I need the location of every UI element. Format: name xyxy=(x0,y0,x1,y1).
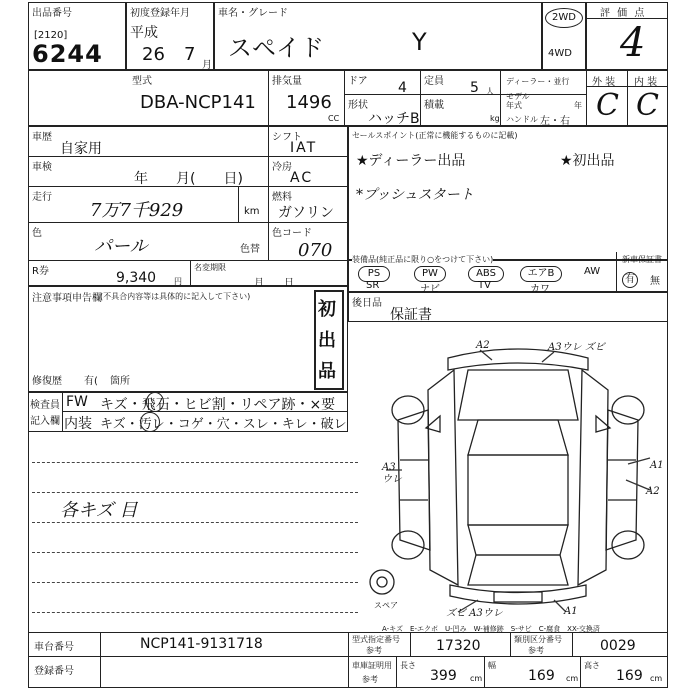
recycle-unit: 円 xyxy=(174,277,182,286)
equipment-label: 装備品(純正品に限り○をつけて下さい) xyxy=(352,255,494,264)
width: 169 xyxy=(528,668,555,684)
repair-unit: 箇所 xyxy=(110,376,130,387)
door-label: ドア xyxy=(348,76,368,87)
in-items: キズ・汚レ・コゲ・穴・スレ・キレ・破レ xyxy=(100,417,347,432)
load-unit: kg xyxy=(490,114,500,123)
equip-aw: AW xyxy=(584,266,601,277)
selling-point-3: *プッシュスタート xyxy=(356,187,474,203)
model-year-label: モデル年式 xyxy=(506,92,530,110)
inspector-label-2: 記入欄 xyxy=(30,416,60,427)
in-label: 内装 xyxy=(64,416,92,432)
length-unit: cm xyxy=(470,674,483,683)
reg-label: 登録番号 xyxy=(34,666,74,677)
equip-sr: SR xyxy=(366,280,380,291)
lot-label: 出品番号 xyxy=(32,8,72,19)
inspector-note: 各キズ 目 xyxy=(60,500,138,521)
chassis-label: 車台番号 xyxy=(34,642,74,653)
handle: 左・右 xyxy=(540,116,570,127)
warranty-none: 無 xyxy=(650,276,660,287)
equip-ps: PS xyxy=(358,266,390,282)
shape: ハッチB xyxy=(368,111,420,127)
name-change-unit: 月 日 xyxy=(254,278,294,289)
caution-label: 注意事項申告欄 xyxy=(32,293,102,304)
lot-number: 6244 xyxy=(32,40,103,68)
disp: 1496 xyxy=(286,92,332,113)
class-no-label: 類別区分番号 xyxy=(514,635,562,644)
height-unit: cm xyxy=(650,674,663,683)
caution-sub: (不具合内容等は具体的に記入して下さい) xyxy=(100,292,251,301)
shift-label: シフト xyxy=(272,132,302,143)
inspection-label: 車検 xyxy=(32,162,52,173)
repair-value: 有( xyxy=(84,376,98,387)
reg-month-unit: 月 xyxy=(202,60,212,71)
cert-sub: 参考 xyxy=(362,675,378,684)
mark-a1-right: A1 xyxy=(650,460,664,471)
model-no: 17320 xyxy=(436,638,481,654)
equip-airbag: エアB xyxy=(520,266,562,282)
first-reg-label: 初度登録年月 xyxy=(130,8,190,19)
era: 平成 xyxy=(130,25,158,41)
fuel-label: 燃料 xyxy=(272,192,292,203)
model-year-unit: 年 xyxy=(574,101,582,110)
equip-leather: カワ xyxy=(530,284,550,295)
mark-a1-rear: A1 xyxy=(564,606,578,617)
length-label: 長さ xyxy=(400,661,416,670)
eval-label: 評 価 点 xyxy=(600,8,647,19)
width-unit: cm xyxy=(566,674,579,683)
height-label: 高さ xyxy=(584,661,600,670)
name-change-label: 名変期限 xyxy=(194,263,226,272)
fw-items: キズ・飛石・ヒビ割・リペア跡・×要 xyxy=(100,397,336,413)
selling-point-1: ★ディーラー出品 xyxy=(356,153,466,169)
mark-a2-right: A2 xyxy=(646,486,660,497)
dealer-label: ディーラー・並行 xyxy=(506,77,570,86)
disp-label: 排気量 xyxy=(272,76,302,87)
color-code-label: 色コード xyxy=(272,228,312,239)
capacity: 5 xyxy=(470,80,479,96)
equip-pw: PW xyxy=(414,266,446,282)
fw-label: FW xyxy=(66,394,88,410)
warranty-label: 新車保証書 xyxy=(622,255,662,264)
inspection-date: 年 月( 日) xyxy=(134,171,243,187)
width-label: 幅 xyxy=(488,661,496,670)
shift: IAT xyxy=(290,140,318,156)
later-label: 後日品 xyxy=(352,298,382,309)
warranty-have: 有 xyxy=(622,272,638,288)
capacity-label: 定員 xyxy=(424,76,444,87)
mark-a3-rear: ズビ A3ウレ xyxy=(446,608,503,619)
mileage-unit: km xyxy=(244,206,260,217)
selling-point-2: ★初出品 xyxy=(560,153,615,169)
mark-a3-left: A3 ウレ xyxy=(382,462,402,485)
reg-month: 7 xyxy=(184,44,196,65)
car-diagram xyxy=(368,330,668,622)
damage-legend: A-キズ E-エクボ U-凹み W-補修跡 S-サビ C-腐食 XX-交換済 xyxy=(382,625,600,633)
exterior-score: C xyxy=(596,88,619,123)
model-no-sub: 参考 xyxy=(366,646,382,655)
disp-unit: CC xyxy=(328,114,340,123)
first-listing-text: 初出品 xyxy=(318,299,336,382)
cert-label: 車庫証明用 xyxy=(352,661,392,670)
drive-2wd: 2WD xyxy=(545,8,583,28)
mileage-label: 走行 xyxy=(32,192,52,203)
history-label: 車歴 xyxy=(32,132,52,143)
later-value: 保証書 xyxy=(390,307,432,323)
repair-label: 修復歴 xyxy=(32,376,62,387)
interior-label: 内 装 xyxy=(634,77,658,88)
mileage: 7万7千929 xyxy=(90,200,184,221)
class-no: 0029 xyxy=(600,638,636,654)
inspector-label: 検査員 xyxy=(30,400,60,411)
handle-label: ハンドル xyxy=(506,115,538,124)
fuel: ガソリン xyxy=(278,205,334,221)
grade: Y xyxy=(412,28,427,56)
exterior-label: 外 装 xyxy=(592,77,616,88)
ac-label: 冷房 xyxy=(272,162,292,173)
equip-abs: ABS xyxy=(468,266,504,282)
color-label: 色 xyxy=(32,228,42,239)
shape-label: 形状 xyxy=(348,100,368,111)
height: 169 xyxy=(616,668,643,684)
drive-4wd: 4WD xyxy=(548,48,572,59)
equip-tv: TV xyxy=(478,280,491,291)
interior-score: C xyxy=(636,88,659,123)
ac: AC xyxy=(290,170,314,186)
chassis: NCP141-9131718 xyxy=(140,636,263,652)
length: 399 xyxy=(430,668,457,684)
model-label: 型式 xyxy=(132,76,152,87)
eval-score: 4 xyxy=(620,20,646,66)
mark-a3-front: A3ウレ ズビ xyxy=(548,342,605,353)
recycle: 9,340 xyxy=(116,270,157,286)
color-code: 070 xyxy=(298,240,333,261)
load-label: 積載 xyxy=(424,100,444,111)
capacity-unit: 人 xyxy=(486,87,494,96)
equip-navi: ナビ xyxy=(420,284,440,295)
spare-label: スペア xyxy=(374,601,398,610)
model: DBA-NCP141 xyxy=(140,92,256,113)
car-label: 車名・グレード xyxy=(218,8,288,19)
color: パール xyxy=(94,236,148,257)
class-no-sub: 参考 xyxy=(528,646,544,655)
mark-a2-front: A2 xyxy=(476,340,490,351)
history: 自家用 xyxy=(60,141,102,157)
color-no-label: 色替 xyxy=(240,244,260,255)
recycle-label: R券 xyxy=(32,266,49,277)
lot-code: [2120] xyxy=(34,30,68,41)
reg-year: 26 xyxy=(142,44,165,65)
model-no-label: 型式指定番号 xyxy=(352,635,400,644)
selling-label: セールスポイント(正常に機能するものに記載) xyxy=(352,131,518,140)
car-name: スペイド xyxy=(228,34,324,62)
door: 4 xyxy=(398,80,407,96)
